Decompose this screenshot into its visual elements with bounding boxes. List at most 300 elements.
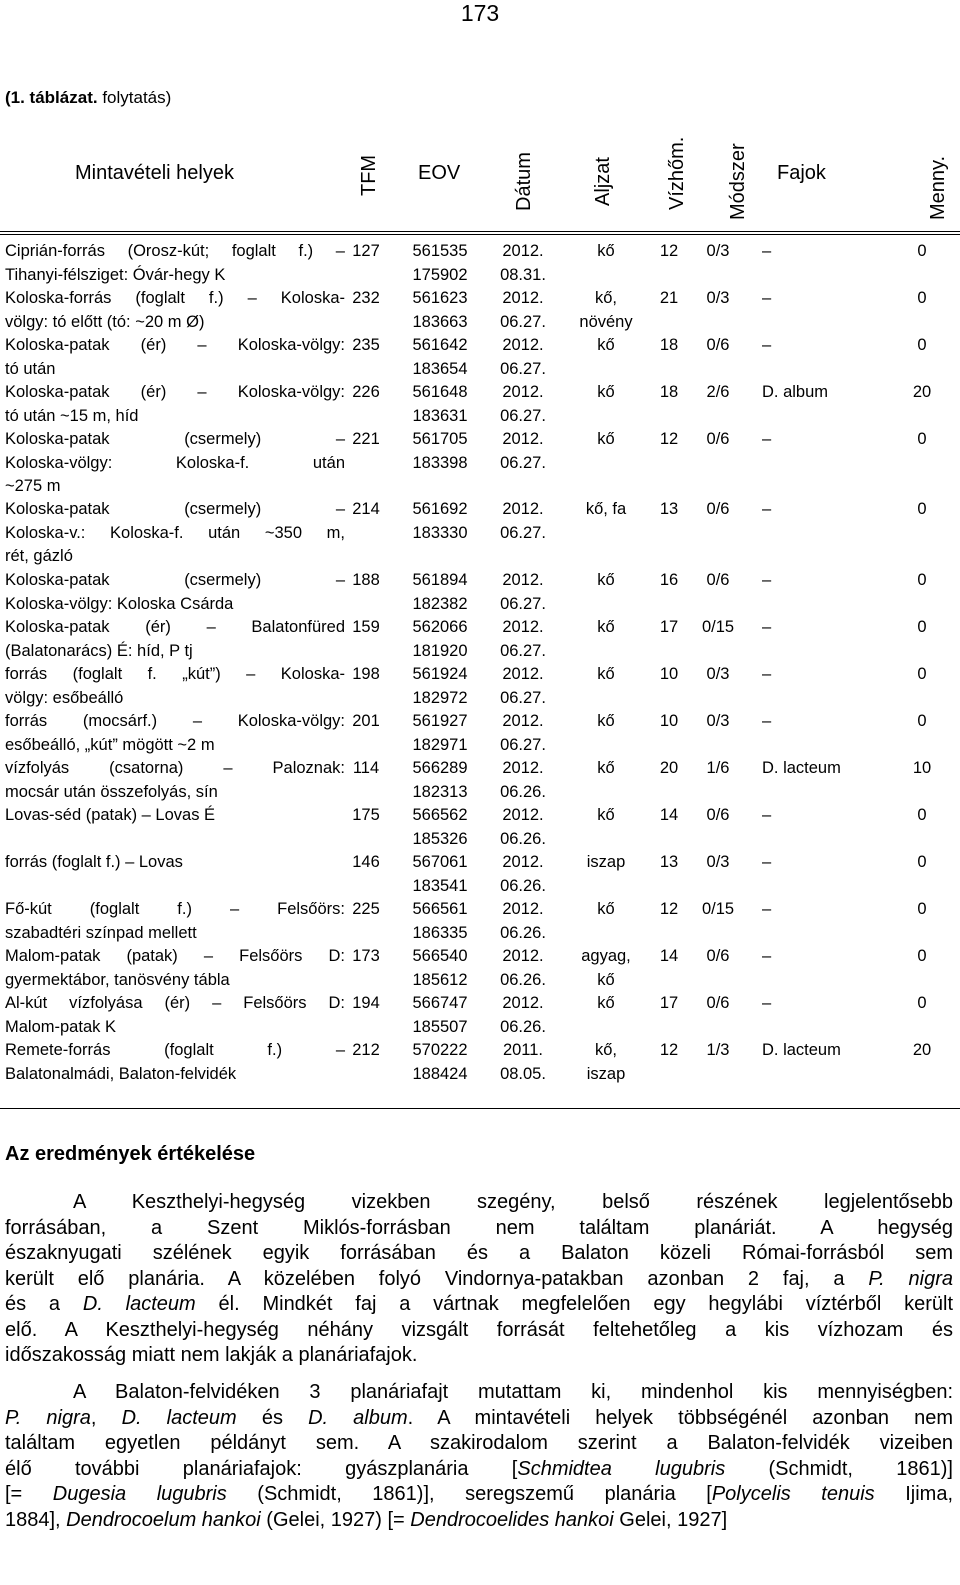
location-line: ~275 m (5, 477, 61, 495)
paragraph-line: és a D. lacteum él. Mindkét faj a vártnak megfelelően egy hegylábi víztérből került (5, 1293, 953, 1315)
location-line: Remete-forrás (foglalt f.) – (5, 1041, 345, 1059)
date-cell (488, 663, 558, 710)
substrate-cell-line: iszap (586, 1064, 626, 1083)
eov-cell-line: 561648 (412, 383, 468, 401)
eov-cell (398, 569, 482, 616)
location-cell (5, 804, 345, 828)
substrate-cell-line: agyag, (581, 947, 631, 965)
eov-cell (398, 945, 482, 992)
quantity-cell: 0 (917, 947, 927, 965)
eov-cell-line: 175902 (412, 265, 468, 284)
date-cell-line: 2012. (502, 994, 544, 1012)
paragraph-line: elő. A Keszthelyi-hegység néhány vizsgált forrását feltehetőleg a kis vízhozam és (5, 1318, 953, 1341)
location-cell (5, 287, 345, 334)
location-line: völgy: tó előtt (tó: ~20 m Ø) (5, 312, 205, 331)
eov-cell-line: 182971 (412, 735, 468, 754)
location-line: tó után (5, 359, 56, 378)
date-cell-line: 2012. (502, 665, 544, 683)
date-cell-line: 2012. (502, 336, 544, 354)
location-line: Fő-kút (foglalt f.) – Felsőörs: (5, 900, 345, 918)
location-line: Balatonalmádi, Balaton-felvidék (5, 1064, 237, 1083)
date-cell-line: 2012. (502, 900, 544, 918)
substrate-cell (560, 569, 652, 593)
species-cell: – (762, 430, 772, 448)
quantity-cell: 0 (917, 289, 927, 307)
location-line: vízfolyás (csatorna) – Paloznak: (5, 759, 345, 777)
date-cell-line: 2012. (502, 289, 544, 307)
quantity-cell: 0 (917, 336, 927, 354)
date-cell (488, 898, 558, 945)
date-cell-line: 2012. (502, 759, 544, 777)
tfm-cell: 114 (352, 759, 380, 777)
substrate-cell-line: kő (597, 618, 615, 636)
quantity-cell: 0 (917, 712, 927, 730)
substrate-cell (560, 240, 652, 264)
location-cell (5, 240, 345, 287)
date-cell (488, 1039, 558, 1086)
quantity-cell: 0 (917, 806, 927, 824)
eov-cell-line: 183654 (412, 359, 468, 378)
tfm-cell: 226 (352, 383, 380, 401)
species-cell: – (762, 618, 772, 636)
date-cell-line: 2012. (502, 500, 544, 518)
water-temp-cell: 21 (659, 289, 679, 307)
tfm-cell: 194 (352, 994, 380, 1012)
method-cell: 0/6 (706, 336, 730, 354)
location-cell (5, 498, 345, 569)
eov-cell-line: 561642 (412, 336, 468, 354)
location-line: Koloska-patak (csermely) – (5, 430, 345, 448)
eov-cell-line: 181920 (412, 641, 468, 660)
paragraph-1 (5, 1190, 953, 1369)
species-cell: – (762, 853, 772, 871)
water-temp-cell: 20 (659, 759, 679, 777)
tfm-cell: 188 (352, 571, 380, 589)
paragraph-2-text (5, 1380, 953, 1533)
substrate-cell (560, 757, 652, 781)
substrate-cell (560, 804, 652, 828)
species-cell: – (762, 500, 772, 518)
tfm-cell: 221 (352, 430, 380, 448)
eov-cell (398, 240, 482, 287)
quantity-cell: 0 (917, 571, 927, 589)
eov-cell (398, 898, 482, 945)
method-cell: 2/6 (706, 383, 730, 401)
quantity-cell: 0 (917, 242, 927, 260)
quantity-cell: 0 (917, 665, 927, 683)
species-cell: D. lacteum (762, 1041, 841, 1059)
location-line: (Balatonarács) É: híd, P tj (5, 641, 193, 660)
location-line: Malom-patak K (5, 1017, 116, 1036)
tfm-cell: 198 (352, 665, 380, 683)
method-cell: 1/3 (706, 1041, 730, 1059)
eov-cell (398, 710, 482, 757)
header-rule (0, 231, 960, 232)
water-temp-cell: 12 (659, 430, 679, 448)
substrate-cell (560, 381, 652, 405)
method-cell: 0/15 (701, 900, 735, 918)
date-cell (488, 710, 558, 757)
tfm-cell: 232 (352, 289, 380, 307)
eov-cell-line: 561894 (412, 571, 468, 589)
date-cell-line: 06.27. (500, 688, 546, 707)
location-cell (5, 992, 345, 1039)
eov-cell-line: 185612 (412, 970, 468, 989)
eov-cell-line: 183663 (412, 312, 468, 331)
paragraph-1-text (5, 1190, 953, 1369)
location-cell (5, 663, 345, 710)
location-line: forrás (foglalt f.) – Lovas (5, 853, 183, 871)
eov-cell-line: 182313 (412, 782, 468, 801)
date-cell-line: 2012. (502, 618, 544, 636)
method-cell: 0/6 (706, 806, 730, 824)
date-cell (488, 616, 558, 663)
water-temp-cell: 12 (659, 242, 679, 260)
substrate-cell (560, 428, 652, 452)
page-number: 173 (460, 0, 500, 26)
water-temp-cell: 14 (659, 806, 679, 824)
location-line: Tihanyi-félsziget: Óvár-hegy K (5, 265, 226, 284)
date-cell-line: 08.05. (500, 1064, 546, 1083)
water-temp-cell: 12 (659, 1041, 679, 1059)
location-line: Koloska-patak (ér) – Koloska-völgy: (5, 336, 345, 354)
eov-cell (398, 757, 482, 804)
date-cell-line: 08.31. (500, 265, 546, 284)
quantity-cell: 20 (912, 383, 932, 401)
location-line: Koloska-forrás (foglalt f.) – Koloska- (5, 289, 345, 307)
eov-cell (398, 428, 482, 475)
location-cell (5, 710, 345, 757)
substrate-cell-line: kő (597, 242, 615, 260)
water-temp-cell: 13 (659, 500, 679, 518)
date-cell-line: 06.26. (500, 876, 546, 895)
eov-cell-line: 185326 (412, 829, 468, 848)
method-cell: 0/6 (706, 571, 730, 589)
location-line: Malom-patak (patak) – Felsőörs D: (5, 947, 345, 965)
header-eov: EOV (418, 162, 461, 184)
section-title: Az eredmények értékelése (5, 1143, 256, 1165)
substrate-cell-line: kő (597, 900, 615, 918)
species-cell: – (762, 712, 772, 730)
date-cell-line: 2012. (502, 712, 544, 730)
date-cell-line: 06.27. (500, 641, 546, 660)
tfm-cell: 214 (352, 500, 380, 518)
location-line: tó után ~15 m, híd (5, 406, 139, 425)
eov-cell (398, 334, 482, 381)
location-line: völgy: esőbeálló (5, 688, 124, 707)
location-line: mocsár után összefolyás, sín (5, 782, 218, 801)
substrate-cell-line: növény (579, 312, 633, 331)
location-cell (5, 428, 345, 499)
location-cell (5, 1039, 345, 1086)
substrate-cell (560, 334, 652, 358)
species-cell: – (762, 242, 772, 260)
date-cell-line: 06.26. (500, 970, 546, 989)
table-bottom-rule (0, 1108, 960, 1109)
eov-cell-line: 182382 (412, 594, 468, 613)
location-line: Ciprián-forrás (Orosz-kút; foglalt f.) – (5, 242, 345, 260)
location-line: Koloska-völgy: Koloska-f. után (5, 453, 345, 472)
method-cell: 0/3 (706, 853, 730, 871)
substrate-cell-line: kő, fa (585, 500, 627, 518)
method-cell: 0/3 (706, 712, 730, 730)
header-method: Módszer (727, 143, 749, 220)
species-cell: – (762, 806, 772, 824)
date-cell (488, 287, 558, 334)
method-cell: 0/6 (706, 947, 730, 965)
date-cell-line: 06.27. (500, 594, 546, 613)
method-cell: 0/6 (706, 500, 730, 518)
species-cell: – (762, 994, 772, 1012)
eov-cell-line: 561692 (412, 500, 468, 518)
date-cell-line: 06.26. (500, 1017, 546, 1036)
quantity-cell: 0 (917, 900, 927, 918)
eov-cell-line: 561623 (412, 289, 468, 307)
tfm-cell: 175 (352, 806, 380, 824)
eov-cell-line: 183330 (412, 523, 468, 542)
paragraph-line: találtam egyetlen példányt sem. A szakirodalom szerint a Balaton-felvidék vizeiben (5, 1432, 953, 1454)
header-date: Dátum (513, 152, 535, 211)
date-cell (488, 498, 558, 545)
location-line: Al-kút vízfolyása (ér) – Felsőörs D: (5, 994, 345, 1012)
substrate-cell-line: kő, (594, 289, 617, 307)
location-line: Koloska-patak (ér) – Koloska-völgy: (5, 383, 345, 401)
date-cell-line: 06.26. (500, 923, 546, 942)
substrate-cell-line: kő (597, 759, 615, 777)
eov-cell (398, 1039, 482, 1086)
table-header (0, 108, 960, 230)
substrate-cell (560, 1039, 652, 1086)
tfm-cell: 201 (352, 712, 380, 730)
date-cell (488, 334, 558, 381)
quantity-cell: 0 (917, 994, 927, 1012)
water-temp-cell: 14 (659, 947, 679, 965)
header-rule-double (0, 234, 960, 235)
substrate-cell (560, 851, 652, 875)
date-cell-line: 06.27. (500, 312, 546, 331)
substrate-cell-line: kő (597, 712, 615, 730)
method-cell: 0/3 (706, 289, 730, 307)
water-temp-cell: 18 (659, 383, 679, 401)
eov-cell (398, 851, 482, 898)
tfm-cell: 225 (352, 900, 380, 918)
paragraph-2 (5, 1380, 953, 1533)
tfm-cell: 159 (352, 618, 380, 636)
eov-cell-line: 183398 (412, 453, 468, 472)
eov-cell-line: 567061 (412, 853, 468, 871)
date-cell-line: 2012. (502, 430, 544, 448)
date-cell (488, 945, 558, 992)
eov-cell (398, 804, 482, 851)
tfm-cell: 146 (352, 853, 380, 871)
eov-cell-line: 566561 (412, 900, 468, 918)
eov-cell (398, 992, 482, 1039)
tfm-cell: 127 (352, 242, 380, 260)
eov-cell (398, 498, 482, 545)
location-cell (5, 898, 345, 945)
quantity-cell: 0 (917, 500, 927, 518)
date-cell-line: 2012. (502, 571, 544, 589)
species-cell: D. lacteum (762, 759, 841, 777)
location-line: Koloska-v.: Koloska-f. után ~350 m, (5, 523, 345, 542)
date-cell-line: 06.27. (500, 453, 546, 472)
method-cell: 0/15 (701, 618, 735, 636)
quantity-cell: 0 (917, 430, 927, 448)
substrate-cell-line: kő (597, 994, 615, 1012)
species-cell: – (762, 289, 772, 307)
paragraph-line: élő további planáriafajok: gyászplanária [Schmidtea lugubris (Schmidt, 1861)] (5, 1457, 953, 1480)
substrate-cell (560, 616, 652, 640)
substrate-cell-line: iszap (586, 853, 626, 871)
location-line: Koloska-patak (csermely) – (5, 500, 345, 518)
species-cell: – (762, 947, 772, 965)
paragraph-line: északnyugati szélének egyik forrásában és a Balaton közeli Római-forrásból sem (5, 1242, 953, 1264)
header-water-temp: Vízhőm. (666, 136, 688, 210)
date-cell-line: 2011. (502, 1041, 544, 1059)
eov-cell-line: 566562 (412, 806, 468, 824)
tfm-cell: 212 (352, 1041, 380, 1059)
method-cell: 0/6 (706, 994, 730, 1012)
location-line: Koloska-völgy: Koloska Csárda (5, 594, 234, 613)
substrate-cell (560, 498, 652, 522)
substrate-cell-line: kő (597, 430, 615, 448)
date-cell (488, 992, 558, 1039)
eov-cell-line: 186335 (412, 923, 468, 942)
date-cell (488, 428, 558, 475)
paragraph-line: [= Dugesia lugubris (Schmidt, 1861)], seregszemű planária [Polycelis tenuis Ijima, (5, 1483, 953, 1505)
eov-cell-line: 570222 (412, 1041, 468, 1059)
eov-cell-line: 561705 (412, 430, 468, 448)
date-cell (488, 851, 558, 898)
eov-cell-line: 183631 (412, 406, 468, 425)
water-temp-cell: 13 (659, 853, 679, 871)
substrate-cell (560, 663, 652, 687)
date-cell (488, 757, 558, 804)
location-cell (5, 616, 345, 663)
method-cell: 0/6 (706, 430, 730, 448)
eov-cell (398, 381, 482, 428)
eov-cell-line: 562066 (412, 618, 468, 636)
tfm-cell: 173 (352, 947, 380, 965)
substrate-cell-line: kő (597, 571, 615, 589)
paragraph-line: időszakosság miatt nem lakják a planáriafajok. (5, 1344, 418, 1366)
water-temp-cell: 12 (659, 900, 679, 918)
eov-cell-line: 561927 (412, 712, 468, 730)
paragraph-line: 1884], Dendrocoelum hankoi (Gelei, 1927) [= Dendrocoelides hankoi Gelei, 1927] (5, 1508, 728, 1531)
eov-cell-line: 188424 (412, 1064, 468, 1083)
substrate-cell-line: kő (597, 665, 615, 683)
paragraph-line: A Balaton-felvidéken 3 planáriafajt mutattam ki, mindenhol kis mennyiségben: (73, 1381, 953, 1403)
quantity-cell: 0 (917, 853, 927, 871)
tfm-cell: 235 (352, 336, 380, 354)
header-locations: Mintavételi helyek (75, 162, 234, 184)
eov-cell (398, 616, 482, 663)
date-cell-line: 2012. (502, 383, 544, 401)
substrate-cell-line: kő, (594, 1041, 617, 1059)
eov-cell-line: 185507 (412, 1017, 468, 1036)
date-cell-line: 2012. (502, 242, 544, 260)
header-species: Fajok (777, 162, 826, 184)
eov-cell-line: 561535 (412, 242, 468, 260)
method-cell: 0/3 (706, 242, 730, 260)
date-cell-line: 06.26. (500, 829, 546, 848)
quantity-cell: 20 (912, 1041, 932, 1059)
location-cell (5, 851, 345, 875)
substrate-cell-line: kő (597, 970, 615, 989)
location-line: forrás (mocsárf.) – Koloska-völgy: (5, 712, 345, 730)
quantity-cell: 0 (917, 618, 927, 636)
date-cell (488, 804, 558, 851)
location-line: szabadtéri színpad mellett (5, 923, 197, 942)
location-line: rét, gázló (5, 547, 73, 565)
water-temp-cell: 10 (659, 712, 679, 730)
species-cell: – (762, 665, 772, 683)
substrate-cell-line: kő (597, 336, 615, 354)
water-temp-cell: 10 (659, 665, 679, 683)
water-temp-cell: 18 (659, 336, 679, 354)
location-line: forrás (foglalt f. „kút”) – Koloska- (5, 665, 345, 683)
date-cell (488, 240, 558, 287)
date-cell-line: 06.27. (500, 523, 546, 542)
location-line: esőbeálló, „kút” mögött ~2 m (5, 735, 215, 754)
water-temp-cell: 16 (659, 571, 679, 589)
eov-cell-line: 561924 (412, 665, 468, 683)
date-cell (488, 381, 558, 428)
location-line: gyermektábor, tanösvény tábla (5, 970, 230, 989)
eov-cell-line: 566747 (412, 994, 468, 1012)
substrate-cell-line: kő (597, 383, 615, 401)
location-cell (5, 757, 345, 804)
date-cell-line: 2012. (502, 853, 544, 871)
header-substrate: Aljzat (592, 157, 614, 206)
date-cell-line: 2012. (502, 947, 544, 965)
eov-cell (398, 287, 482, 334)
eov-cell-line: 182972 (412, 688, 468, 707)
method-cell: 0/3 (706, 665, 730, 683)
substrate-cell (560, 992, 652, 1016)
paragraph-line: került elő planária. A közelében folyó Vindornya-patakban azonban 2 faj, a P. nigra (5, 1267, 953, 1290)
date-cell-line: 06.26. (500, 782, 546, 801)
eov-cell (398, 663, 482, 710)
date-cell-line: 06.27. (500, 735, 546, 754)
substrate-cell-line: kő (597, 806, 615, 824)
species-cell: – (762, 336, 772, 354)
eov-cell-line: 566540 (412, 947, 468, 965)
location-cell (5, 381, 345, 428)
location-line: Lovas-séd (patak) – Lovas É (5, 806, 216, 824)
substrate-cell (560, 945, 652, 992)
water-temp-cell: 17 (659, 994, 679, 1012)
species-cell: – (762, 900, 772, 918)
method-cell: 1/6 (706, 759, 730, 777)
location-cell (5, 569, 345, 616)
location-cell (5, 334, 345, 381)
species-cell: – (762, 571, 772, 589)
table-continuation-label: (1. táblázat. folytatás) (5, 88, 172, 107)
date-cell-line: 2012. (502, 806, 544, 824)
substrate-cell (560, 898, 652, 922)
location-cell (5, 945, 345, 992)
date-cell-line: 06.27. (500, 406, 546, 425)
header-quantity: Menny. (927, 155, 949, 220)
eov-cell-line: 183541 (412, 876, 468, 895)
eov-cell-line: 566289 (412, 759, 468, 777)
date-cell-line: 06.27. (500, 359, 546, 378)
paragraph-line: P. nigra, D. lacteum és D. album. A mintavételi helyek többségénél azonban nem (5, 1406, 953, 1429)
paragraph-line: forrásában, a Szent Miklós-forrásban nem találtam planáriát. A hegység (5, 1216, 953, 1239)
substrate-cell (560, 710, 652, 734)
header-tfm: TFM (358, 154, 380, 196)
